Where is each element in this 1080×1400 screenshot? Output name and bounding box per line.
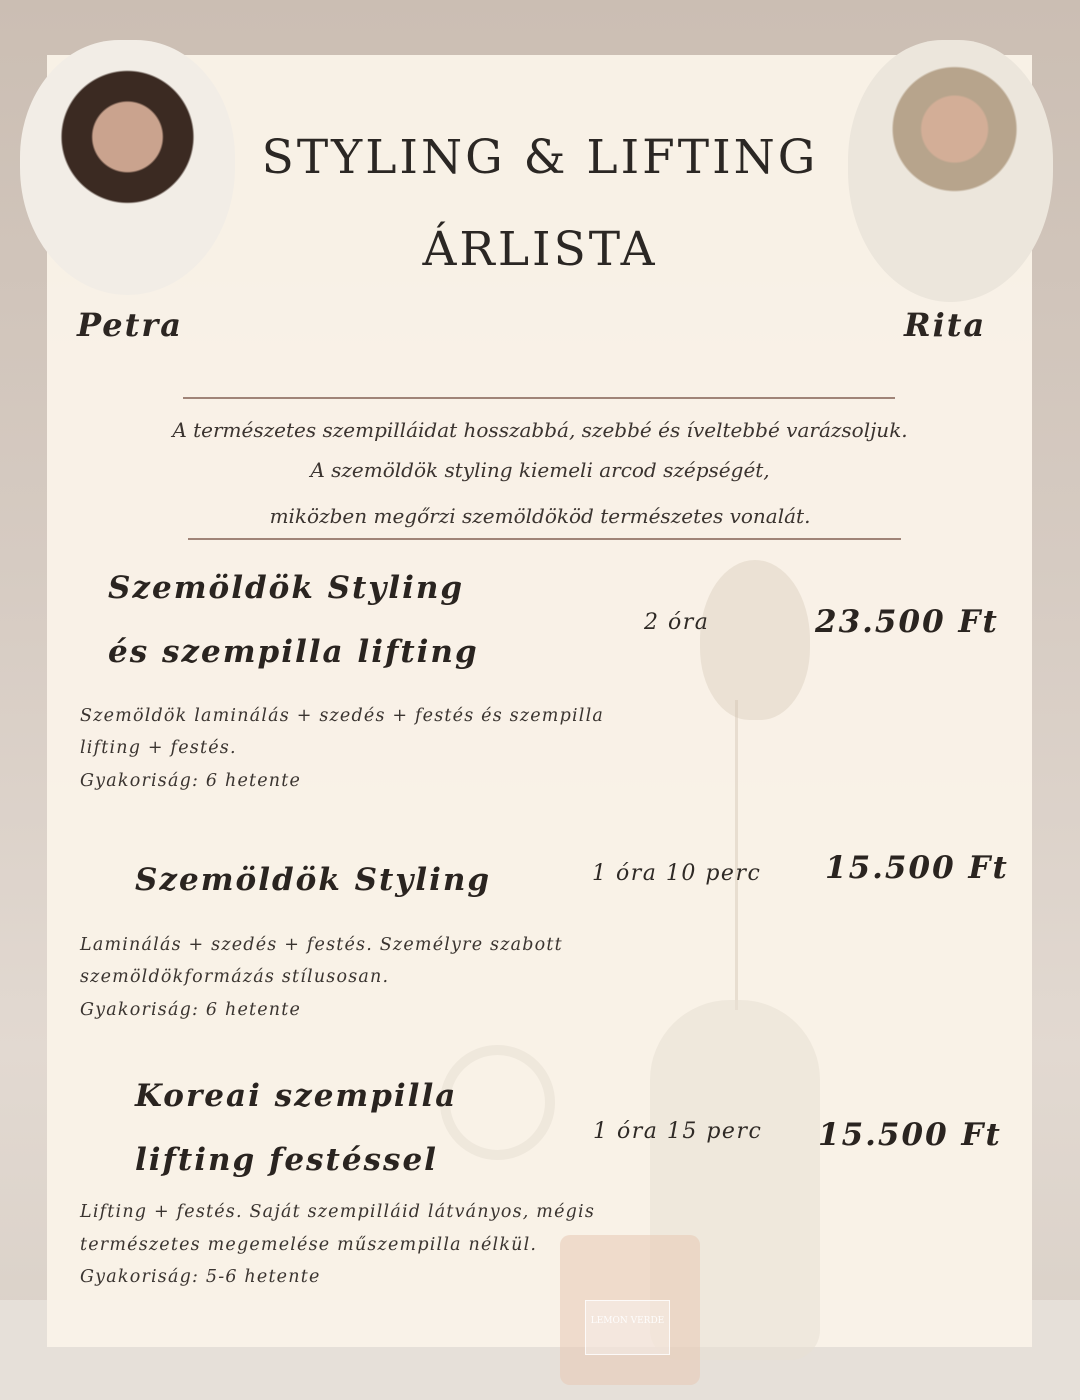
intro-line-2: A szemöldök styling kiemeli arcod szépségét,: [310, 458, 770, 482]
service-1-desc-line1: Szemöldök laminálás + szedés + festés és szempilla: [80, 706, 605, 726]
service-1-duration: 2 óra: [644, 610, 710, 635]
service-3-name-line1: Koreai szempilla: [135, 1078, 458, 1114]
service-1-desc-line2: lifting + festés.: [80, 738, 237, 758]
intro-divider-top: [183, 397, 895, 399]
page-title-line2: ÁRLISTA: [422, 222, 658, 277]
service-2-duration: 1 óra 10 perc: [592, 861, 762, 886]
rita-name: Rita: [904, 306, 987, 344]
service-1-frequency: Gyakoriság: 6 hetente: [80, 771, 302, 791]
service-3-price: 15.500 Ft: [818, 1117, 1002, 1153]
petra-name: Petra: [77, 306, 183, 344]
service-3-name-line2: lifting festéssel: [135, 1142, 438, 1178]
service-2-price: 15.500 Ft: [825, 850, 1009, 886]
service-2-desc-line2: szemöldökformázás stílusosan.: [80, 967, 390, 987]
service-3-frequency: Gyakoriság: 5-6 hetente: [80, 1267, 321, 1287]
dried-flower-decor: [700, 560, 810, 720]
service-1-price: 23.500 Ft: [815, 604, 999, 640]
intro-divider-bottom: [188, 538, 901, 540]
service-2-desc-line1: Laminálás + szedés + festés. Személyre szabott: [80, 935, 563, 955]
page-title-line1: STYLING & LIFTING: [261, 130, 819, 185]
flower-stem-decor: [735, 700, 738, 1010]
intro-line-1: A természetes szempilláidat hosszabbá, szebbé és íveltebbé varázsoljuk.: [172, 418, 908, 442]
service-2-name: Szemöldök Styling: [135, 862, 492, 898]
service-3-duration: 1 óra 15 perc: [593, 1119, 763, 1144]
service-1-name-line1: Szemöldök Styling: [108, 570, 465, 606]
candle-label: [585, 1300, 670, 1355]
service-3-desc-line2: természetes megemelése műszempilla nélkül.: [80, 1235, 538, 1255]
intro-line-3: miközben megőrzi szemöldököd természetes vonalát.: [269, 504, 811, 528]
service-3-desc-line1: Lifting + festés. Saját szempilláid látványos, mégis: [80, 1202, 596, 1222]
candle-label-text: LEMON VERDE: [590, 1316, 665, 1326]
service-1-name-line2: és szempilla lifting: [108, 634, 479, 670]
service-2-frequency: Gyakoriság: 6 hetente: [80, 1000, 302, 1020]
